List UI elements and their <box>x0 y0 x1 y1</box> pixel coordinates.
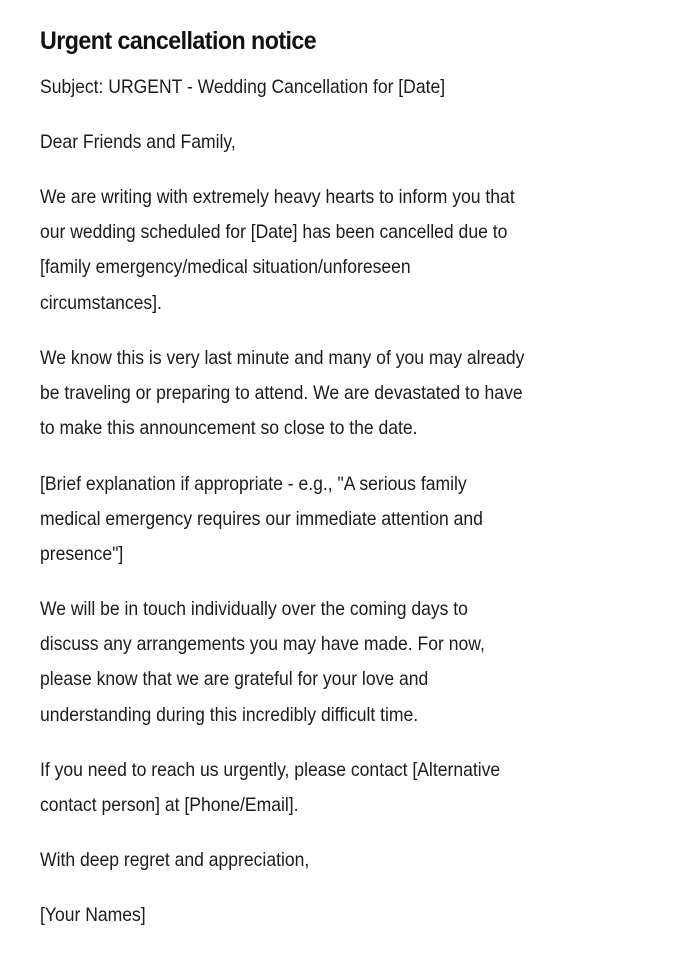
closing-line <box>40 843 309 878</box>
text-line: be traveling or preparing to attend. We are devastated to have <box>40 382 523 405</box>
text-line: Subject: URGENT - Wedding Cancellation for [Date] <box>40 76 446 98</box>
text-line: [Brief explanation if appropriate - e.g., "A serious family <box>40 473 467 495</box>
text-line: please know that we are grateful for your love and <box>40 668 429 691</box>
text-line: [Your Names] <box>40 904 146 926</box>
explanation-paragraph <box>40 467 483 573</box>
contact-paragraph <box>40 753 500 823</box>
text-line: We will be in touch individually over the coming days to <box>40 598 468 620</box>
text-line: If you need to reach us urgently, please contact [Alternative <box>40 759 501 781</box>
subject-line <box>40 70 445 105</box>
text-line: our wedding scheduled for [Date] has been cancelled due to <box>40 221 508 244</box>
text-line: understanding during this incredibly difficult time. <box>40 703 419 726</box>
signature-line <box>40 898 146 933</box>
follow-up-paragraph <box>40 592 485 733</box>
text-line: We are writing with extremely heavy hearts to inform you that <box>40 186 515 208</box>
text-line: We know this is very last minute and many of you may already <box>40 347 525 369</box>
document-title: Urgent cancellation notice <box>40 27 317 55</box>
text-line: discuss any arrangements you may have made. For now, <box>40 633 485 656</box>
text-line: With deep regret and appreciation, <box>40 849 310 871</box>
announcement-paragraph <box>40 180 515 321</box>
text-line: to make this announcement so close to the date. <box>40 417 418 440</box>
greeting-paragraph <box>40 125 236 160</box>
text-line: Dear Friends and Family, <box>40 131 236 153</box>
last-minute-paragraph <box>40 341 524 447</box>
text-line: [family emergency/medical situation/unforeseen <box>40 256 411 279</box>
text-line: medical emergency requires our immediate attention and <box>40 508 483 531</box>
text-line: contact person] at [Phone/Email]. <box>40 794 299 817</box>
text-line: presence"] <box>40 543 124 566</box>
text-line: circumstances]. <box>40 291 162 314</box>
